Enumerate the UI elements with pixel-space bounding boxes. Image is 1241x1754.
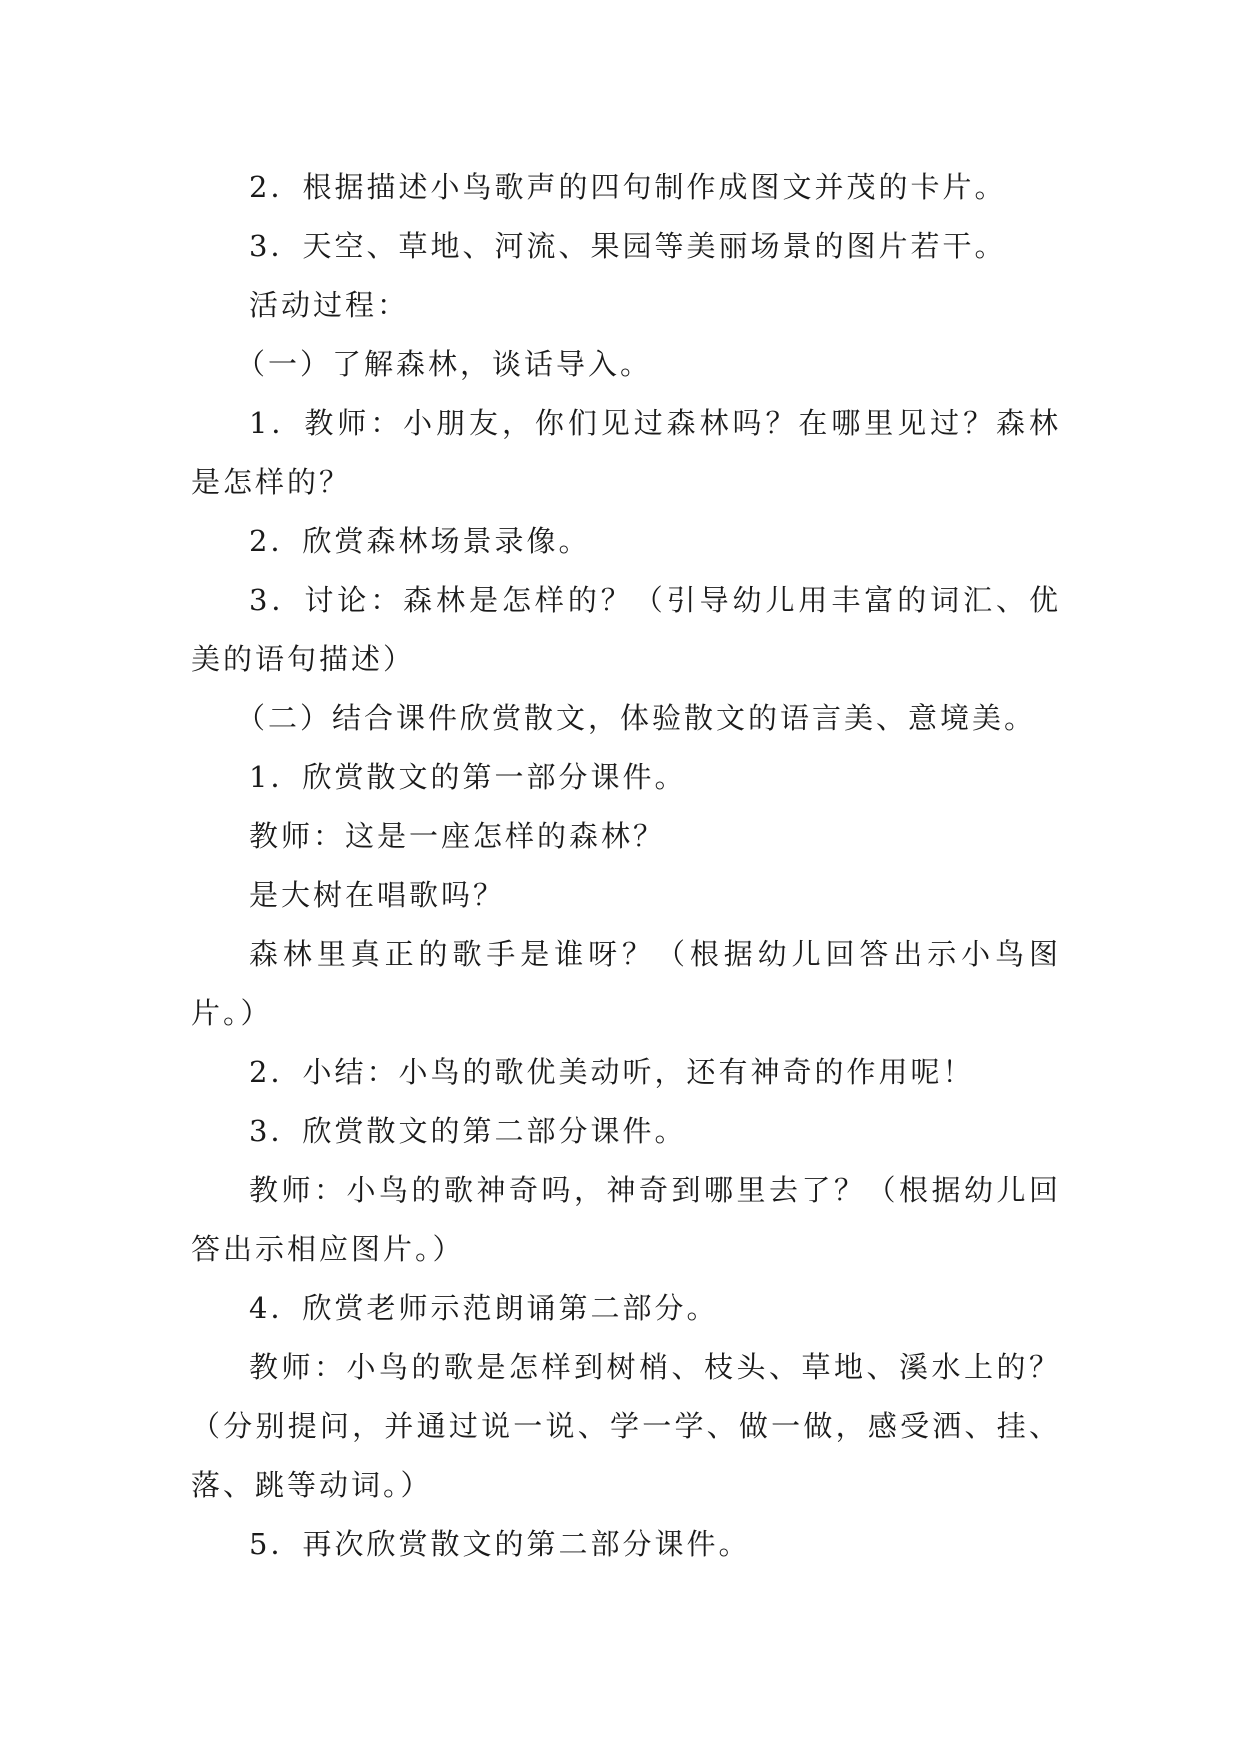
paragraph: 4．欣赏老师示范朗诵第二部分。 bbox=[249, 1291, 719, 1325]
paragraph: 3．欣赏散文的第二部分课件。 bbox=[249, 1114, 687, 1148]
paragraph: 2．欣赏森林场景录像。 bbox=[249, 524, 591, 558]
paragraph: 2．小结：小鸟的歌优美动听，还有神奇的作用呢！ bbox=[249, 1055, 975, 1089]
paragraph: 2．根据描述小鸟歌声的四句制作成图文并茂的卡片。 bbox=[249, 170, 1007, 204]
paragraph: 教师：小鸟的歌是怎样到树梢、枝头、草地、溪水上的？（分别提问，并通过说一说、学一学、做一做，感受洒、挂、落、跳等动词。） bbox=[191, 1350, 1061, 1502]
paragraph: 1．欣赏散文的第一部分课件。 bbox=[249, 760, 687, 794]
section-heading: （一）了解森林，谈话导入。 bbox=[235, 347, 652, 381]
paragraph: 活动过程： bbox=[249, 288, 410, 322]
paragraph: 3．讨论：森林是怎样的？（引导幼儿用丰富的词汇、优美的语句描述） bbox=[191, 583, 1061, 676]
section-heading: （二）结合课件欣赏散文，体验散文的语言美、意境美。 bbox=[235, 701, 1036, 735]
paragraph: 教师：小鸟的歌神奇吗，神奇到哪里去了？（根据幼儿回答出示相应图片。） bbox=[191, 1173, 1061, 1266]
paragraph: 教师：这是一座怎样的森林？ bbox=[249, 819, 666, 853]
paragraph: 是大树在唱歌吗？ bbox=[249, 878, 506, 912]
paragraph: 5．再次欣赏散文的第二部分课件。 bbox=[249, 1527, 751, 1561]
paragraph: 3．天空、草地、河流、果园等美丽场景的图片若干。 bbox=[249, 229, 1007, 263]
paragraph: 1．教师：小朋友，你们见过森林吗？在哪里见过？森林是怎样的？ bbox=[191, 406, 1061, 499]
document-body bbox=[191, 158, 1061, 1574]
paragraph: 森林里真正的歌手是谁呀？（根据幼儿回答出示小鸟图片。） bbox=[191, 937, 1061, 1030]
